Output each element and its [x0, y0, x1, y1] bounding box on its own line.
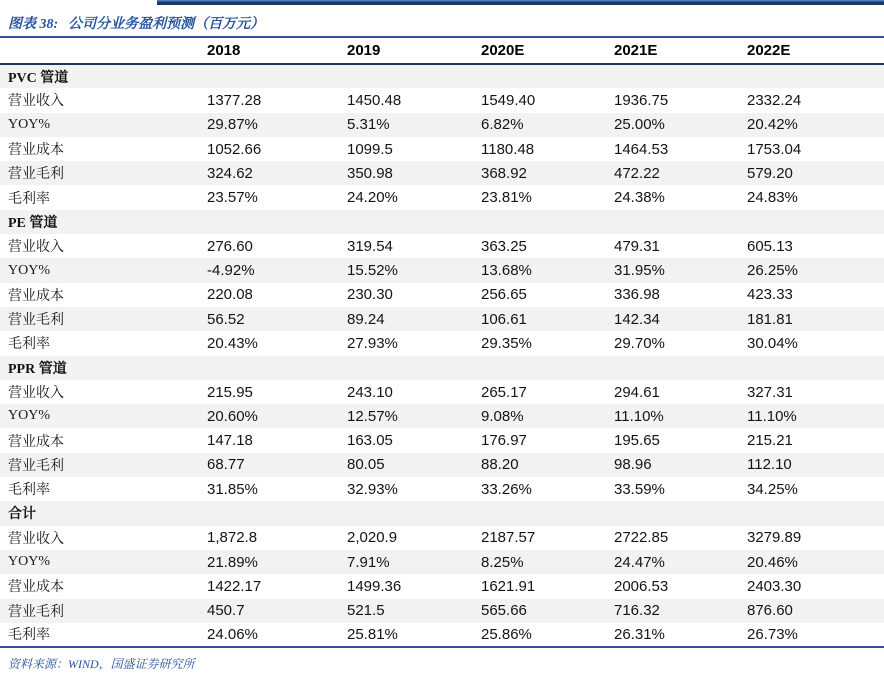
cell-value: 29.70% [614, 334, 665, 352]
column-header-year: 2022E [747, 42, 791, 59]
cell-value: 521.5 [339, 599, 473, 623]
cell-value: 276.60 [207, 237, 253, 255]
cell-value: 11.10% [739, 404, 884, 428]
row-label: 毛利率 [8, 191, 50, 207]
column-header-empty [0, 37, 199, 64]
row-label: 营业毛利 [0, 599, 199, 623]
section-title: 合计 [0, 501, 884, 525]
section-header-row [0, 210, 884, 234]
table-row [0, 161, 884, 185]
cell-value: 29.87% [199, 113, 339, 137]
table-row [0, 185, 884, 209]
section-header-row [0, 356, 884, 380]
figure-title: 公司分业务盈利预测（百万元） [68, 17, 265, 32]
figure-number: 图表 38: [8, 17, 59, 32]
cell-value: 24.38% [614, 189, 665, 207]
cell-value: 106.61 [473, 307, 606, 331]
cell-value: 1936.75 [614, 91, 669, 109]
cell-value: 25.86% [481, 625, 532, 643]
table-row [0, 331, 884, 355]
cell-value: 24.20% [347, 189, 398, 207]
cell-value: 21.89% [199, 550, 339, 574]
cell-value: 15.52% [339, 258, 473, 282]
cell-value: 31.95% [606, 258, 739, 282]
cell-value: 256.65 [481, 286, 527, 304]
cell-value: 1052.66 [207, 140, 262, 158]
cell-value: 11.10% [606, 404, 739, 428]
section-title: PVC 管道 [0, 64, 884, 88]
cell-value: 2403.30 [747, 577, 802, 595]
cell-value: 33.26% [481, 480, 532, 498]
figure-title-row [0, 0, 884, 36]
cell-value: 1450.48 [347, 91, 402, 109]
cell-value: 181.81 [739, 307, 884, 331]
cell-value: 876.60 [739, 599, 884, 623]
cell-value: 7.91% [339, 550, 473, 574]
cell-value: 88.20 [473, 453, 606, 477]
row-label: 营业收入 [8, 240, 64, 256]
section-header-row [0, 64, 884, 88]
row-label: 营业收入 [8, 386, 64, 401]
cell-value: 1753.04 [747, 140, 802, 158]
cell-value: 142.34 [606, 307, 739, 331]
cell-value: 195.65 [614, 432, 660, 450]
table-row [0, 234, 884, 258]
cell-value: 32.93% [347, 480, 398, 498]
source-note: 资料来源：WIND，国盛证券研究所 [8, 657, 195, 672]
cell-value: 8.25% [473, 550, 606, 574]
cell-value: 26.25% [739, 258, 884, 282]
column-header-year: 2021E [614, 42, 658, 59]
row-label: 营业收入 [8, 531, 64, 547]
cell-value: 1549.40 [481, 91, 536, 109]
cell-value: 2,020.9 [347, 529, 398, 547]
profit-forecast-table [0, 36, 884, 648]
cell-value: 220.08 [207, 286, 253, 304]
cell-value: 33.59% [614, 480, 665, 498]
cell-value: 2006.53 [614, 577, 669, 595]
table-row [0, 307, 884, 331]
cell-value: 163.05 [347, 432, 393, 450]
table-row [0, 599, 884, 623]
cell-value: 479.31 [614, 237, 660, 255]
table-row [0, 453, 884, 477]
row-label: 营业成本 [8, 434, 64, 450]
table-header-row [0, 37, 884, 64]
cell-value: 2722.85 [614, 529, 669, 547]
cell-value: 56.52 [199, 307, 339, 331]
cell-value: 27.93% [347, 334, 398, 352]
cell-value: 25.00% [606, 113, 739, 137]
cell-value: 112.10 [739, 453, 884, 477]
table-row [0, 574, 884, 598]
cell-value: 176.97 [481, 432, 527, 450]
column-header-year: 2018 [207, 42, 241, 59]
cell-value: 20.43% [207, 334, 258, 352]
row-label: 毛利率 [8, 483, 50, 499]
cell-value: 450.7 [199, 599, 339, 623]
table-row [0, 113, 884, 137]
table-row [0, 526, 884, 550]
cell-value: 30.04% [747, 334, 798, 352]
row-label: YOY% [0, 404, 199, 428]
section-header-row [0, 501, 884, 525]
cell-value: 98.96 [606, 453, 739, 477]
cell-value: 20.46% [739, 550, 884, 574]
table-row [0, 137, 884, 161]
section-title: PPR 管道 [0, 356, 884, 380]
table-body [0, 64, 884, 647]
cell-value: 1099.5 [347, 140, 393, 158]
row-label: 毛利率 [8, 628, 50, 644]
cell-value: 20.60% [199, 404, 339, 428]
cell-value: 2332.24 [747, 91, 802, 109]
row-label: 毛利率 [8, 337, 50, 353]
cell-value: 25.81% [347, 625, 398, 643]
cell-value: 31.85% [207, 480, 258, 498]
cell-value: 89.24 [339, 307, 473, 331]
cell-value: 34.25% [747, 480, 798, 498]
row-label: 营业毛利 [0, 307, 199, 331]
row-label: YOY% [0, 258, 199, 282]
cell-value: 29.35% [481, 334, 532, 352]
cell-value: 1621.91 [481, 577, 536, 595]
cell-value: 68.77 [199, 453, 339, 477]
cell-value: 294.61 [614, 383, 660, 401]
cell-value: 1499.36 [347, 577, 402, 595]
row-label: 营业收入 [8, 94, 64, 110]
row-label: 营业毛利 [0, 453, 199, 477]
cell-value: 9.08% [473, 404, 606, 428]
cell-value: 1180.48 [481, 140, 535, 158]
cell-value: 565.66 [473, 599, 606, 623]
cell-value: 243.10 [347, 383, 393, 401]
row-label: 营业成本 [8, 143, 64, 159]
cell-value: 24.47% [606, 550, 739, 574]
cell-value: 3279.89 [747, 529, 802, 547]
row-label: 营业成本 [8, 580, 64, 596]
table-row [0, 258, 884, 282]
cell-value: 23.57% [207, 189, 258, 207]
cell-value: 147.18 [207, 432, 253, 450]
table-row [0, 88, 884, 112]
cell-value: 605.13 [747, 237, 793, 255]
table-row [0, 550, 884, 574]
cell-value: 327.31 [747, 383, 793, 401]
column-header-year: 2020E [481, 42, 525, 59]
cell-value: 363.25 [481, 237, 527, 255]
top-accent-bar [157, 0, 884, 5]
cell-value: 472.22 [606, 161, 739, 185]
cell-value: 6.82% [473, 113, 606, 137]
cell-value: 1,872.8 [207, 529, 258, 547]
cell-value: 24.83% [747, 189, 798, 207]
cell-value: 350.98 [339, 161, 473, 185]
column-header-year: 2019 [347, 42, 381, 59]
cell-value: 368.92 [473, 161, 606, 185]
cell-value: 423.33 [747, 286, 793, 304]
cell-value: 12.57% [339, 404, 473, 428]
cell-value: 80.05 [339, 453, 473, 477]
cell-value: 1422.17 [207, 577, 262, 595]
cell-value: 13.68% [473, 258, 606, 282]
table-row [0, 477, 884, 501]
cell-value: 2187.57 [481, 529, 536, 547]
cell-value: 20.42% [739, 113, 884, 137]
cell-value: 579.20 [739, 161, 884, 185]
cell-value: 324.62 [199, 161, 339, 185]
cell-value: 265.17 [481, 383, 527, 401]
row-label: YOY% [0, 113, 199, 137]
cell-value: 26.31% [614, 625, 665, 643]
cell-value: 336.98 [614, 286, 660, 304]
cell-value: 5.31% [339, 113, 473, 137]
cell-value: 716.32 [606, 599, 739, 623]
cell-value: 26.73% [747, 625, 798, 643]
table-row [0, 428, 884, 452]
cell-value: 319.54 [347, 237, 393, 255]
cell-value: 215.21 [747, 432, 793, 450]
table-row [0, 404, 884, 428]
cell-value: 23.81% [481, 189, 532, 207]
cell-value: 230.30 [347, 286, 393, 304]
cell-value: 24.06% [207, 625, 258, 643]
row-label: YOY% [0, 550, 199, 574]
cell-value: 1464.53 [614, 140, 669, 158]
cell-value: 1377.28 [207, 91, 262, 109]
cell-value: -4.92% [199, 258, 339, 282]
section-title: PE 管道 [0, 210, 884, 234]
table-row [0, 380, 884, 404]
table-row [0, 283, 884, 307]
row-label: 营业成本 [8, 288, 64, 304]
cell-value: 215.95 [207, 383, 253, 401]
row-label: 营业毛利 [0, 161, 199, 185]
table-row [0, 623, 884, 647]
